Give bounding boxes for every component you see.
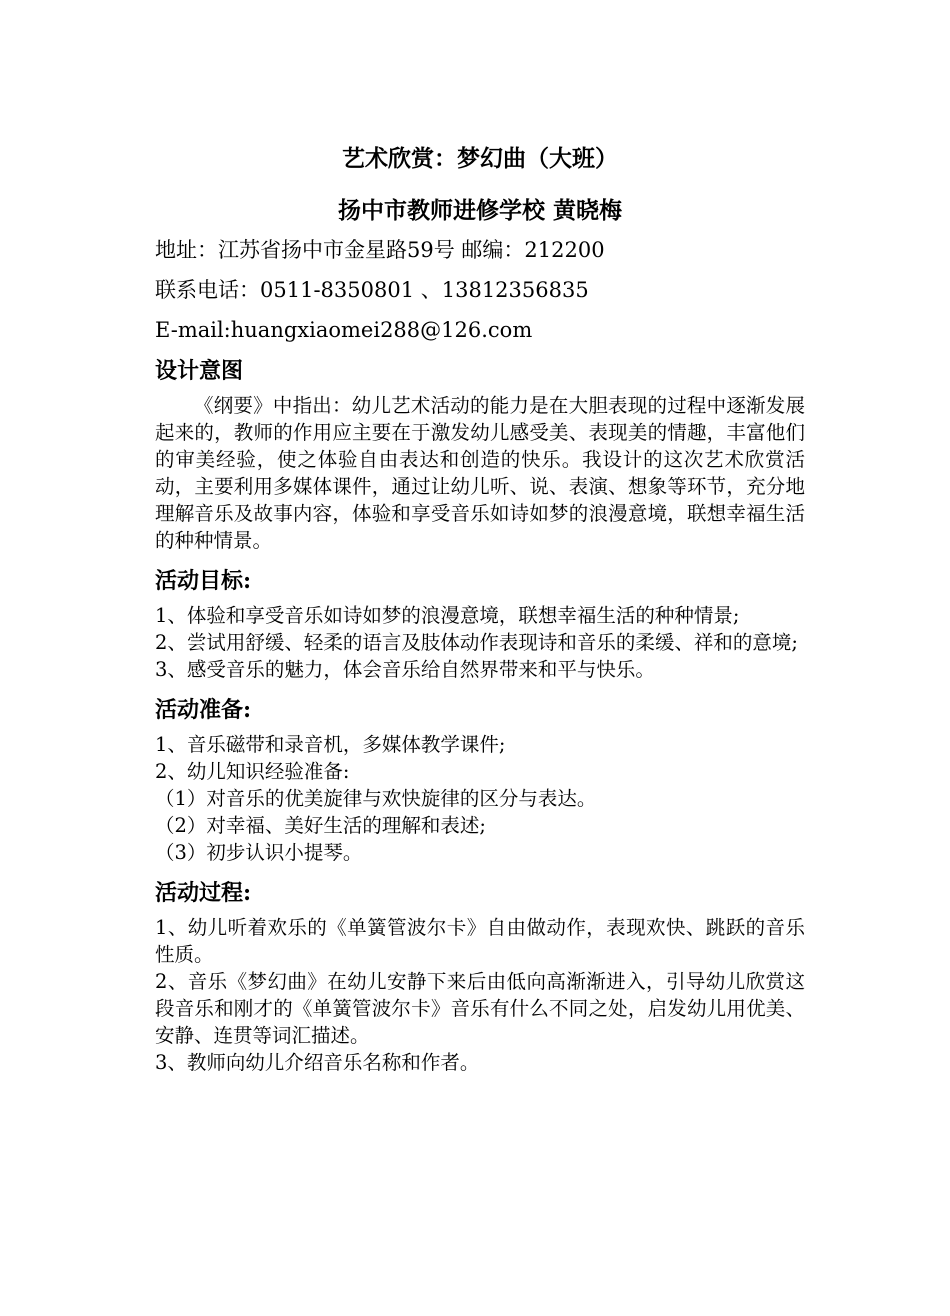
list-item: 1、音乐磁带和录音机，多媒体教学课件; (155, 733, 506, 756)
list-item: （3）初步认识小提琴。 (155, 841, 363, 864)
process-heading: 活动过程: (155, 880, 252, 906)
list-item: 1、幼儿听着欢乐的《单簧管波尔卡》自由做动作，表现欢快、跳跃的音乐性质。 (155, 916, 805, 966)
list-item: 3、感受音乐的魅力，体会音乐给自然界带来和平与快乐。 (155, 658, 655, 681)
list-item: 2、尝试用舒缓、轻柔的语言及肢体动作表现诗和音乐的柔缓、祥和的意境; (155, 631, 798, 654)
list-item: （2）对幸福、美好生活的理解和表述; (155, 814, 486, 837)
document-title: 艺术欣赏：梦幻曲（大班） (342, 145, 618, 172)
list-item: 3、教师向幼儿介绍音乐名称和作者。 (155, 1051, 480, 1074)
design-intent-text: 《纲要》中指出：幼儿艺术活动的能力是在大胆表现的过程中逐渐发展起来的，教师的作用应主要在于激发幼儿感受美、表现美的情趣，丰富他们的审美经验，使之体验自由表达和创造的快乐。我设计的这次艺术欣赏活动，主要利用多媒体课件，通过让幼儿听、说、表演、想象等环节，充分地理解音乐及故事内容，体验和享受音乐如诗如梦的浪漫意境，联想幸福生活的种种情景。 (155, 394, 805, 552)
document-page (155, 140, 805, 1076)
list-item: 2、幼儿知识经验准备: (155, 760, 350, 783)
address-line: 地址：江苏省扬中市金星路59号 邮编：212200 (155, 238, 605, 262)
list-item: （1）对音乐的优美旋律与欢快旋律的区分与表达。 (155, 787, 597, 810)
goals-heading: 活动目标: (155, 568, 252, 594)
phone-line: 联系电话：0511-8350801 、13812356835 (155, 278, 589, 302)
process-list (155, 914, 805, 1076)
preparation-list (155, 731, 805, 866)
preparation-heading: 活动准备: (155, 697, 252, 723)
design-intent-heading: 设计意图 (155, 358, 244, 384)
list-item: 2、音乐《梦幻曲》在幼儿安静下来后由低向高渐渐进入，引导幼儿欣赏这段音乐和刚才的《单簧管波尔卡》音乐有什么不同之处，启发幼儿用优美、安静、连贯等词汇描述。 (155, 970, 805, 1047)
list-item: 1、体验和享受音乐如诗如梦的浪漫意境，联想幸福生活的种种情景; (155, 604, 740, 627)
email-line: E-mail:huangxiaomei288@126.com (155, 318, 533, 342)
goals-list (155, 602, 805, 683)
author-line: 扬中市教师进修学校 黄晓梅 (337, 197, 622, 224)
